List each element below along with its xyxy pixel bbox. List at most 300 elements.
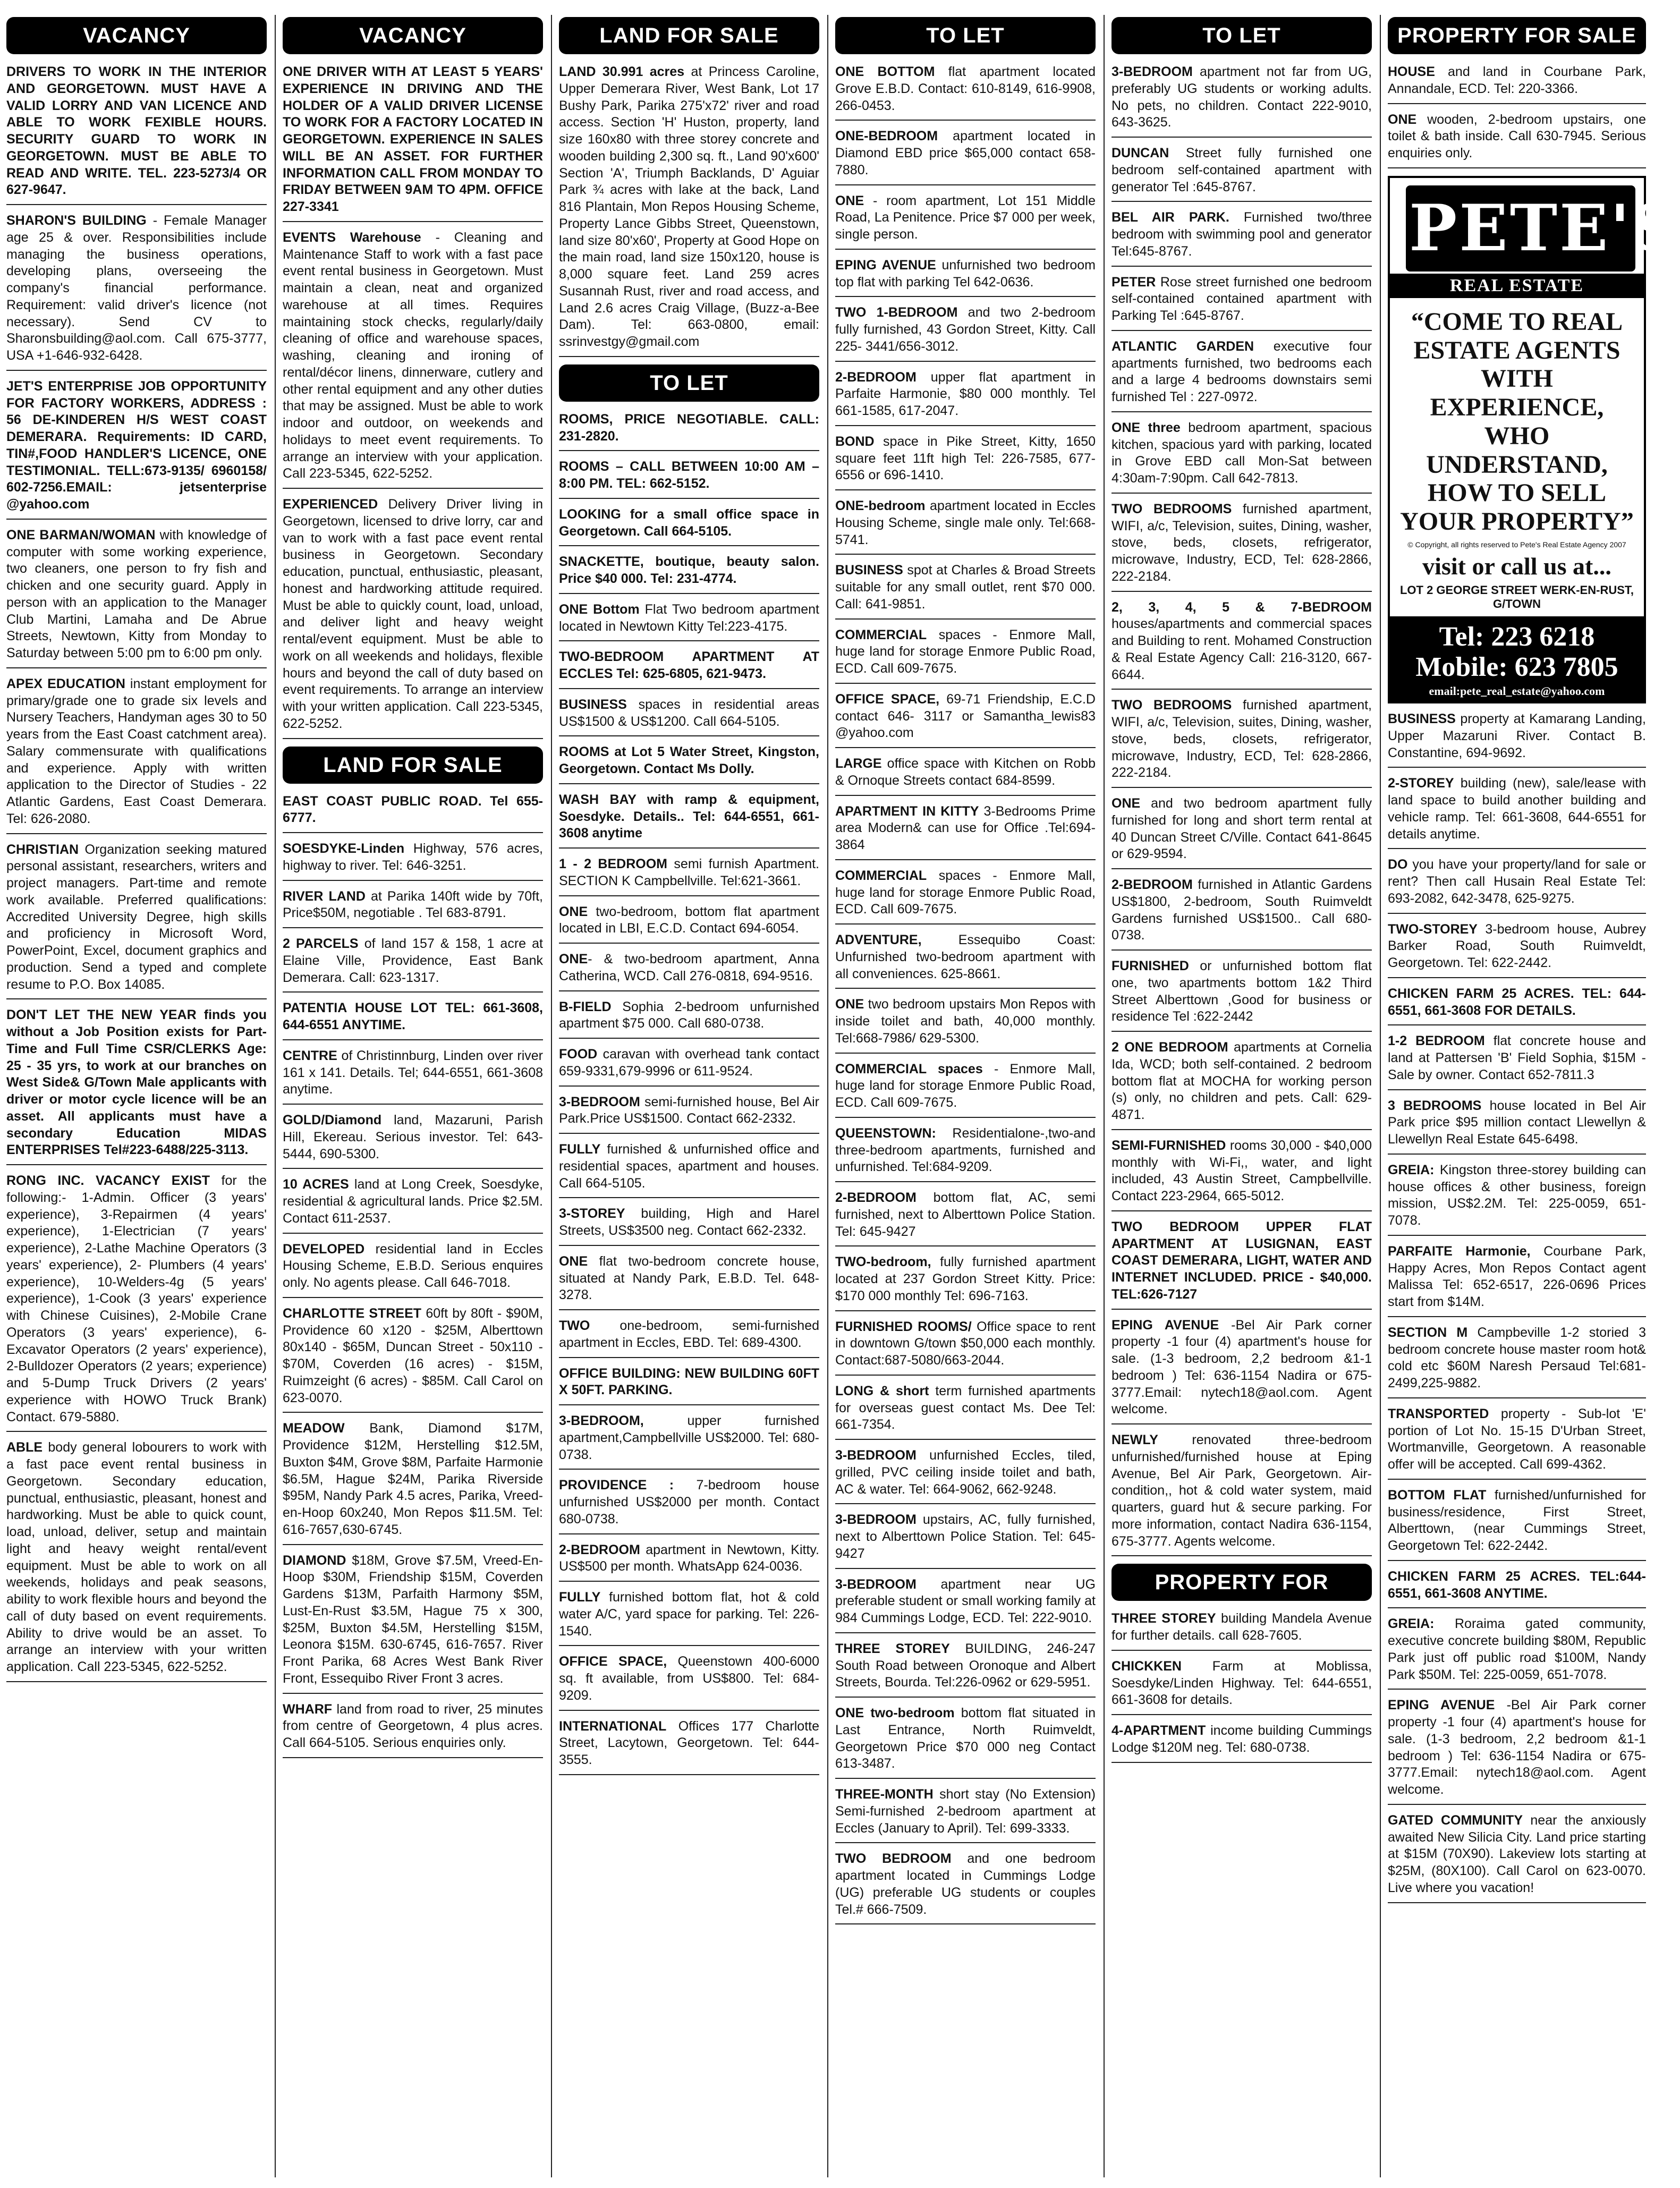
ad-body-text: Tel: 625-6805, 621-9473. [613, 666, 767, 681]
ad-lead-text: CHICKEN FARM 25 ACRES. [1388, 986, 1574, 1001]
ad-lead-text: EAST COAST PUBLIC ROAD. [283, 793, 482, 809]
classified-ad [1111, 1219, 1372, 1310]
ad-lead-text: ATLANTIC GARDEN [1111, 338, 1254, 354]
ad-lead-text: OFFICE SPACE, [835, 691, 940, 707]
classified-ad [1388, 1616, 1646, 1690]
ad-body-text: space in Pike Street, Kitty, 1650 square feet 11ft high Tel: 226-7585, 677-6556 or 696-1410. [835, 434, 1096, 483]
classified-ad [1388, 711, 1646, 768]
ad-lead-text: RIVER LAND [283, 888, 366, 904]
classified-ad [835, 498, 1096, 555]
classified-ad [559, 1253, 819, 1310]
ad-body-text: fully furnished apartment located at 237 Gordon Street Kitty. Price: $170 000 monthly Tel: 696-7163. [835, 1254, 1096, 1303]
ad-lead-text: ONE-BEDROOM [835, 129, 938, 144]
ad-lead-text: 3-BEDROOM [835, 1512, 917, 1528]
ad-body-text: DRIVERS TO WORK IN THE INTERIOR AND GEORGETOWN. MUST HAVE A VALID LORRY AND VAN LICENCE AND ABLE TO WORK FEXIBLE HOURS. SECURITY GUARD TO WORK IN GEORGETOWN. MUST BE ABLE TO READ AND WRITE. TEL. 223-5273/4 OR 627-9647. [6, 64, 267, 198]
classified-ad [835, 64, 1096, 121]
ad-body-text: flat apartment located Grove E.B.D. Contact: 610-8149, 616-9908, 266-0453. [835, 64, 1096, 113]
ad-lead-text: TWO BEDROOM [835, 1851, 952, 1867]
classified-ad [1388, 1568, 1646, 1609]
ad-body-text: apartments at Cornelia Ida, WCD; both self-contained. 2 bedroom bottom flat at MOCHA for working person (s) only, no children and pets. Call: 629-4871. [1111, 1040, 1372, 1122]
ad-body-text: JET'S ENTERPRISE JOB OPPORTUNITY FOR FACTORY WORKERS, ADDRESS : 56 DE-KINDEREN H/S WEST COAST DEMERARA. Requirements: ID CARD, TIN#,FOOD HANDLER'S LICENCE, ONE TESTIMONIAL. TELL:673-9135/ 6960158/ 602-7256.EMAIL: jetsenterprise @yahoo.com [6, 378, 267, 512]
classified-ad [1111, 145, 1372, 202]
ad-body-text: -Bel Air Park corner property -1 four (4) apartment's house for sale. (1-3 bedroom, 2,2 bedroom &1-1 bedroom ) Tel: 636-1154 Nadira or 675-3777.Email: nytech18@aol.com. Agent welcome. [1388, 1698, 1646, 1797]
classified-ad [283, 1048, 543, 1105]
classified-ad [835, 434, 1096, 490]
ad-lead-text: NEWLY [1111, 1432, 1158, 1447]
ad-body-text: wooden, 2-bedroom upstairs, one toilet & bath inside. Call 630-7945. Serious enquiries only. [1388, 112, 1646, 160]
ad-body-text: spaces - Enmore Mall, huge land for storage Enmore Public Road, ECD. Call 609-7675. [835, 868, 1096, 917]
classified-ad [1388, 986, 1646, 1026]
petes-quote: “COME TO REAL ESTATE AGENTS WITH EXPERIENCE, WHO UNDERSTAND, HOW TO SELL YOUR PROPERTY” [1400, 307, 1634, 536]
ad-body-text: apartment near UG preferable student or small working family at 984 Cummings Lodge, ECD. Tel: 222-9010. [835, 1576, 1096, 1625]
classified-ad [559, 1477, 819, 1534]
ad-lead-text: ONE [559, 952, 588, 966]
ad-body-text: Contact Ms Dolly. [640, 761, 754, 776]
ad-lead-text: EXPERIENCED [283, 497, 378, 512]
ad-lead-text: 10 ACRES [283, 1177, 349, 1192]
ad-lead-text: LARGE [835, 756, 882, 771]
ad-lead-text: LOOKING [559, 506, 621, 522]
ad-lead-text: BOND [835, 434, 875, 449]
ad-lead-text: EPING AVENUE [1388, 1698, 1495, 1713]
ad-lead-text: GOLD/Diamond [283, 1113, 382, 1127]
petes-subtitle: REAL ESTATE [1390, 274, 1644, 298]
section-header: PROPERTY FOR SALE [1388, 17, 1646, 54]
classified-ad [835, 1512, 1096, 1568]
ad-body-text: Bank, Diamond $17M, Providence $12M, Herstelling $12.5M, Buxton $4M, Grove $8M, Parfaite Harmonie $6.5M, Hague $24M, Parika Riverside $95M, Nandy Park 4.5 acres, Parika, Vreed-en-Hoop 60x240, Mon Repos $11.5M. Tel: 616-7657,630-6745. [283, 1421, 543, 1537]
classified-ad [1111, 501, 1372, 592]
petes-mobile: Mobile: 623 7805 [1415, 651, 1618, 682]
classified-ad [835, 1319, 1096, 1376]
ad-lead-text: THREE STOREY [1111, 1611, 1216, 1626]
classified-ad [559, 1318, 819, 1358]
classified-ad [6, 527, 267, 668]
ad-lead-text: 2 ONE BEDROOM [1111, 1040, 1228, 1055]
section-header: TO LET [1111, 17, 1372, 54]
classified-ad [835, 868, 1096, 925]
classified-ad [835, 932, 1096, 989]
ad-body-text: spaces in residential areas US$1500 & US$1200. Call 664-5105. [559, 697, 819, 729]
ad-body-text: Organization seeking matured personal assistant, researchers, writers and project managers. Part-time and remote work available. Preferred qualifications: Accredited University Degree, high skills and proficiency in Microsoft Word, PowerPoint, Excel, document graphics and production. Send a typed and complete resume to P.O. Box 14085. [6, 842, 267, 992]
ad-lead-text: TWO BEDROOMS [1111, 698, 1232, 713]
ad-lead-text: COMMERCIAL [835, 868, 927, 883]
ad-lead-text: APARTMENT IN KITTY [835, 803, 979, 819]
ad-body-text: for a small office space in Georgetown. Call 664-5105. [559, 506, 819, 539]
ad-lead-text: MEADOW [283, 1421, 345, 1436]
classified-ad [559, 1653, 819, 1710]
ad-body-text: of Christinnburg, Linden over river 161 x 141. Details. Tel; 644-6551, 661-3608 anytime. [283, 1048, 543, 1097]
ad-body-text: term furnished apartments for overseas guest contact Ms. Dee Tel: 661-7354. [835, 1383, 1096, 1432]
ad-lead-text: OFFICE SPACE, [559, 1654, 667, 1669]
ad-body-text: ONE DRIVER WITH AT LEAST 5 YEARS' EXPERIENCE IN DRIVING AND THE HOLDER OF A VALID DRIVER LICENSE TO WORK FOR A FACTORY LOCATED IN GEORGETOWN. EXPERIENCE IN SALES WILL BE AN ASSET. FOR FURTHER INFORMATION CALL FROM MONDAY TO FRIDAY BETWEEN 9AM TO 4PM. OFFICE 227-3341 [283, 64, 543, 214]
classified-ad [1111, 1658, 1372, 1715]
ad-body-text: Courbane Park, Happy Acres, Mon Repos Contact agent Malissa Tel: 652-6517, 226-0696 Prices start from $14M. [1388, 1243, 1647, 1310]
ad-lead-text: SOESDYKE-Linden [283, 841, 405, 856]
classified-ad [835, 803, 1096, 860]
ad-body-text: you have your property/land for sale or rent? Then call Husain Real Estate Tel: 693-2082, 642-3478, 625-9275. [1388, 857, 1646, 906]
ad-body-text: land from road to river, 25 minutes from centre of Georgetown, 4 plus acres. Call 664-5105. Serious enquiries only. [283, 1701, 543, 1750]
ad-body-text: upstairs, AC, fully furnished, next to Alberttown Police Station. Tel: 645-9427 [835, 1512, 1096, 1561]
ad-body-text: furnished apartment, WIFI, a/c, Television, suites, Dining, washer, stove, beds, closets, refrigerator, microwave, Industry, ECD, Tel: 628-2866, 222-2184. [1111, 501, 1372, 584]
classified-ad [559, 999, 819, 1039]
classified-ad [283, 888, 543, 929]
classified-ad [283, 64, 543, 222]
classified-ad [559, 1366, 819, 1406]
ad-body-text: building Mandela Avenue for further details. call 628-7605. [1111, 1611, 1372, 1643]
ad-lead-text: CHICKKEN [1111, 1658, 1182, 1674]
ad-body-text: bottom flat situated in Last Entrance, North Ruimveldt, Georgetown Price $70 000 neg Contact 613-3487. [835, 1706, 1096, 1771]
classified-ad [1388, 921, 1646, 978]
classified-ad [559, 411, 819, 452]
classified-ad [1388, 1406, 1646, 1480]
classified-ad [835, 1576, 1096, 1633]
ad-lead-text: COMMERCIAL [835, 627, 927, 642]
column-rule [1380, 15, 1381, 2177]
ad-body-text: , boutique, beauty salon. Price $40 000. Tel: 231-4774. [559, 554, 819, 586]
ad-lead-text: ONE three [1111, 420, 1181, 435]
ad-lead-text: CHARLOTTE STREET [283, 1305, 422, 1321]
classified-ad [1388, 856, 1646, 913]
ad-body-text: Sophia 2-bedroom unfurnished apartment $75 000. Call 680-0738. [559, 999, 819, 1031]
classified-ad [1111, 338, 1372, 412]
ad-lead-text: SNACKETTE [559, 554, 640, 570]
ad-lead-text: ADVENTURE, [835, 932, 922, 947]
ad-lead-text: FURNISHED ROOMS/ [835, 1319, 972, 1334]
classified-ad [283, 1553, 543, 1694]
classified-ad [1388, 1162, 1646, 1236]
ad-body-text: - Female Manager age 25 & over. Responsibilities include managing the business operations, developing plans, overseeing the company's financial performance. Requirement: valid driver's licence (not necessary). Send CV to Sharonsbuilding@aol.com. Call 675-3777, USA +1-646-932-6428. [6, 213, 267, 363]
ad-lead-text: THREE-MONTH [835, 1787, 934, 1802]
ad-body-text: Offices 177 Charlotte Street, Lacytown, Georgetown. Tel: 644-3555. [559, 1718, 819, 1767]
ad-lead-text: 3 BEDROOMS [1388, 1098, 1482, 1113]
classified-ad [1111, 1432, 1372, 1556]
classified-ad [283, 841, 543, 881]
ad-body-text: Essequibo Coast: Unfurnished two-bedroom apartment with all conveniences. 625-8661. [835, 932, 1096, 981]
ad-body-text: renovated three-bedroom unfurnished/furnished house at Eping Avenue, Bel Air Park, Georgetown. Air-condition,, hot & cold water system, maid quarters, guard hut & secure parking. For more information, contact Nadira 636-1154, 675-3777. Agents welcome. [1111, 1432, 1372, 1549]
classified-ad [1388, 1243, 1646, 1317]
ad-lead-text: CENTRE [283, 1048, 337, 1063]
classified-ad [559, 1542, 819, 1582]
ad-lead-text: WHARF [283, 1701, 333, 1717]
classified-ad [6, 676, 267, 834]
classified-ad [835, 756, 1096, 796]
ad-lead-text: RONG INC. VACANCY EXIST [6, 1173, 210, 1188]
classified-ad [559, 649, 819, 689]
ad-lead-text: 2-BEDROOM [1111, 877, 1193, 892]
classified-ad [283, 1701, 543, 1758]
ad-lead-text: SHARON'S BUILDING [6, 213, 147, 228]
ad-body-text: apartment located in Eccles Housing Scheme, single male only. Tel:668-5741. [835, 498, 1096, 547]
ad-body-text: at Princess Caroline, Upper Demerara River, West Bank, Lot 17 Bushy Park, Parika 275'x72' river and road access. Section 'H' Huston, property, land size 160x80 with three storey concrete and wooden building 2,300 sq. ft., Land 90'x600' Section 'A', Triumph Backlands, D' Aguiar Park ¾ acres with lake at the back, Land 816 Plantain, Mon Repos Housing Scheme, Property Lance Gibbs Street, Queenstown, land size 80'x60', Property at Good Hope on the main road, land size 150x120, house is 8,000 square feet. Land 259 acres Susannah Rust, river and road access, and Land 2.6 acres Craig Village, (Buzz-a-Bee Dam). Tel: 663-0800, email: ssrinvestgy@gmail.com [559, 64, 819, 349]
classified-ad [6, 1439, 267, 1682]
ad-body-text: TEL: 661-3608, 644-6551 ANYTIME. [283, 1000, 543, 1032]
classified-ad [559, 459, 819, 499]
classified-ad [283, 936, 543, 993]
ad-lead-text: CHICKEN FARM 25 ACRES. [1388, 1568, 1580, 1584]
classified-ad [1388, 1325, 1646, 1398]
petes-tel: Tel: 223 6218 [1439, 621, 1595, 652]
ad-lead-text: 2-BEDROOM [835, 1190, 917, 1205]
ad-lead-text: 2-BEDROOM [559, 1542, 640, 1557]
ad-body-text: - & two-bedroom apartment, Anna Catherina, WCD. Call 276-0818, 694-9516. [559, 952, 819, 983]
ad-body-text: furnished/unfurnished for business/residence, First Street, Alberttown, (near Cummings Street, Georgetown Tel: 622-2442. [1388, 1487, 1646, 1554]
ad-body-text: bottom flat, AC, semi furnished, next to Alberttown Police Station. Tel: 645-9427 [835, 1190, 1096, 1239]
petes-copyright: © Copyright, all rights reserved to Pete's Real Estate Agency 2007 [1407, 540, 1626, 549]
column-rule [827, 15, 828, 2177]
classified-ad [1388, 1697, 1646, 1805]
ad-lead-text: DEVELOPED [283, 1241, 365, 1257]
ad-lead-text: COMMERCIAL spaces [835, 1061, 983, 1076]
ad-body-text: Campbeville 1-2 storied 3 bedroom concrete house master room hot& cold etc $60M Naresh Persaud Tel:681-2499,225-9882. [1388, 1325, 1646, 1391]
ad-lead-text: ONE [835, 997, 864, 1012]
section-header: VACANCY [283, 17, 543, 54]
ad-body-text: instant employment for primary/grade one to grade six levels and Nursery Teachers, Handyman ages 30 to 50 years from the East Coast catchment area). Salary commensurate with qualifications and experience. Apply with written application to the Director of Studies - 22 Atlantic Gardens, East Coast Demerara. Tel: 626-2080. [6, 676, 267, 826]
ad-body-text: apartment located in Diamond EBD price $65,000 contact 658-7880. [835, 129, 1096, 177]
classified-ad [559, 744, 819, 784]
ad-lead-text: 4-APARTMENT [1111, 1723, 1206, 1738]
classified-ad [835, 562, 1096, 619]
ad-body-text: 3-bedroom house, Aubrey Barker Road, South Ruimveldt, Georgetown. Tel: 622-2442. [1388, 921, 1646, 971]
classified-ad [1111, 599, 1372, 690]
ad-lead-text: GATED COMMUNITY [1388, 1812, 1523, 1828]
ad-lead-text: TWO-bedroom, [835, 1254, 931, 1270]
section-header: TO LET [835, 17, 1096, 54]
classified-ad [6, 64, 267, 205]
ad-lead-text: ONE-bedroom [835, 498, 926, 513]
ad-lead-text: 3-BEDROOM [1111, 64, 1193, 79]
classified-ad [559, 856, 819, 896]
ad-body-text: -Bel Air Park corner property -1 four (4) apartment's house for sale. (1-3 bedroom, 2,2 bedroom &1-1 bedroom ) Tel: 636-1154 Nadira or 675-3777.Email: nytech18@aol.com. Agent welcome. [1111, 1317, 1372, 1417]
ad-body-text: unfurnished Eccles, tiled, grilled, PVC ceiling inside toilet and bath, AC & water. Tel: 664-9062, 662-9248. [835, 1448, 1096, 1497]
ad-lead-text: SECTION M [1388, 1325, 1468, 1340]
classified-ad [559, 697, 819, 737]
classified-ad [1388, 112, 1646, 168]
ad-body-text: flat concrete house and land at Pattersen 'B' Field Sophia, $15M - Sale by owner. Contact 652-7811.3 [1388, 1033, 1646, 1082]
ad-body-text: land, Mazaruni, Parish Hill, Ekereau. Serious investor. Tel: 643-5444, 690-5300. [283, 1113, 543, 1161]
ad-lead-text: 2-BEDROOM [835, 369, 917, 385]
classified-ad [835, 1383, 1096, 1440]
ad-lead-text: 3-STOREY [559, 1206, 625, 1222]
ad-body-text: upper furnished apartment,Campbellville US$2000. Tel: 680-0738. [559, 1413, 819, 1462]
ad-body-text: unfurnished two bedroom top flat with parking Tel 642-0636. [835, 257, 1096, 290]
ad-body-text: residential land in Eccles Housing Scheme, E.B.D. Serious enquires only. No agents please. Call 646-7018. [283, 1241, 543, 1290]
classified-ad [1388, 1812, 1646, 1903]
column-to-let-2 [1111, 15, 1372, 2172]
ad-lead-text: ROOMS – CALL BETWEEN 10:00 AM – 8:00 PM. [559, 459, 819, 491]
ad-lead-text: ROOMS, PRICE NEGOTIABLE. [559, 411, 768, 427]
ad-lead-text: 3-BEDROOM [835, 1576, 917, 1592]
ad-lead-text: DIAMOND [283, 1553, 346, 1568]
ad-body-text: and land in Courbane Park, Annandale, ECD. Tel: 220-3366. [1388, 64, 1646, 96]
ad-lead-text: FURNISHED [1111, 959, 1189, 973]
ad-body-text: 60ft by 80ft - $90M, Providence 60 x120 - $25M, Alberttown 80x140 - $65M, Duncan Street - 50x110 - $70M, Coverden (16 acres) - $15M, Ruimzeight (6 acres) - $85M. Call Carol on 623-0070. [283, 1305, 544, 1405]
ad-body-text: at Parika 140ft wide by 70ft, Price$50M, negotiable . Tel 683-8791. [283, 888, 543, 921]
classified-ad [1111, 1317, 1372, 1425]
ad-lead-text: ONE [559, 1253, 588, 1269]
ad-lead-text: FULLY [559, 1142, 601, 1157]
ad-body-text: furnished apartment, WIFI, a/c, Television, suites, Dining, washer, stove, beds, closets, refrigerator, microwave, Industry, ECD, Tel: 628-2866, 222-2184. [1111, 698, 1372, 781]
ad-lead-text: ONE BOTTOM [835, 64, 935, 79]
ad-lead-text: 2-STOREY [1388, 776, 1454, 791]
classified-ad [559, 1206, 819, 1246]
ad-lead-text: LAND 30.991 acres [559, 64, 685, 79]
ad-lead-text: BEL AIR PARK. [1111, 210, 1229, 225]
ad-lead-text: BUSINESS [559, 697, 627, 712]
ad-lead-text: LONG & short [835, 1383, 929, 1398]
ad-body-text: property - Sub-lot 'E' portion of Lot No. 15-15 D'Urban Street, Wortmanville, Georgetown. A reasonable offer will be accepted. Call 699-4362. [1388, 1406, 1646, 1472]
ad-lead-text: 2, 3, 4, 5 & 7-BEDROOM [1111, 599, 1372, 615]
classified-ad [835, 193, 1096, 250]
ad-lead-text: BUSINESS [1388, 711, 1456, 727]
classified-ad [1111, 795, 1372, 869]
classified-ad [835, 691, 1096, 748]
ad-lead-text: TWO 1-BEDROOM [835, 305, 958, 320]
ad-lead-text: TRANSPORTED [1388, 1406, 1489, 1421]
ad-lead-text: EPING AVENUE [1111, 1317, 1219, 1333]
ad-lead-text: 1-2 BEDROOM [1388, 1033, 1485, 1049]
ad-body-text: $18M, Grove $7.5M, Vreed-En-Hoop $30M, Friendship $15M, Coverden Gardens $13M, Parfaith Harmony $5M, Lust-En-Rust $3.5M, Hague 75 x 300, $25M, Buxton $4.5M, Herstelling $15M, Leonora $15M. 630-6745, 616-7657. River Front Parika, 68 Acres West Bank River Front, Essequibo River Front 3 acres. [283, 1553, 543, 1686]
column-to-let-1 [835, 15, 1096, 2172]
ad-lead-text: 2 PARCELS [283, 936, 359, 951]
classified-ad [559, 1094, 819, 1134]
ad-body-text: building, High and Harel Streets, US$3500 neg. Contact 662-2332. [559, 1206, 819, 1238]
ad-lead-text: OFFICE BUILDING: NEW BUILDING 60FT X 50FT. PARKING. [559, 1366, 819, 1398]
classified-ad [1111, 877, 1372, 951]
ad-lead-text: TWO-STOREY [1388, 921, 1478, 937]
classified-ad [1111, 1723, 1372, 1763]
classified-ad [1388, 1487, 1646, 1561]
ad-body-text: and two 2-bedroom fully furnished, 43 Gordon Street, Kitty. Call 225- 3441/656-3012. [835, 305, 1096, 354]
ad-lead-text: GREIA: [1388, 1162, 1435, 1177]
ad-body-text: Street fully furnished one bedroom self-contained apartment with generator Tel :645-8767. [1111, 146, 1372, 194]
ad-body-text: Details.. Tel: 644-6551, 661-3608 anytime [559, 809, 819, 841]
ad-body-text: bedroom apartment, spacious kitchen, spacious yard with parking, located in Grove EBD call Mon-Sat between 4:30am-7:90pm. Call 642-7813. [1111, 420, 1372, 486]
classified-ad [1388, 1033, 1646, 1090]
classified-ad [835, 128, 1096, 185]
classified-ad [6, 842, 267, 1000]
petes-contact [1390, 616, 1644, 701]
classified-ad [559, 951, 819, 991]
classified-ad [559, 1718, 819, 1775]
classified-ad [1111, 64, 1372, 138]
column-rule [275, 15, 276, 2177]
column-rule [1104, 15, 1105, 2177]
ad-body-text: furnished bottom flat, hot & cold water A/C, yard space for parking. Tel: 226-1540. [559, 1590, 819, 1639]
ad-body-text: two bedroom upstairs Mon Repos with inside toilet and bath, 40,000 monthly. Tel:668-7986/ 629-5300. [835, 997, 1096, 1046]
petes-logo: PETE'S [1406, 185, 1635, 272]
section-header: PROPERTY FOR [1111, 1564, 1372, 1601]
classified-ad [835, 257, 1096, 298]
ad-lead-text: TWO [559, 1318, 590, 1333]
ad-body-text: two-bedroom, bottom flat apartment located in LBI, E.C.D. Contact 694-6054. [559, 904, 819, 936]
ad-lead-text: ONE [1111, 796, 1141, 811]
classified-ad [1111, 1039, 1372, 1130]
ad-body-text: rooms 30,000 - $40,000 monthly with Wi-Fi,, water, and light included, 43 Austin Street, Campbellville. Contact 223-2964, 665-5012. [1111, 1138, 1372, 1203]
ad-lead-text: ONE [835, 193, 864, 208]
ad-body-text: furnished in Atlantic Gardens US$1800, 2-bedroom, South Ruimveldt Gardens furnished US$1500.. Call 680-0738. [1111, 877, 1372, 943]
classified-ad [835, 1786, 1096, 1843]
classified-ad [835, 1447, 1096, 1504]
classified-ad [835, 996, 1096, 1053]
ad-body-text: executive four apartments furnished, two bedrooms each and a large 4 bedrooms downstairs semi furnished Tel : 227-0972. [1111, 338, 1372, 404]
ad-body-text: semi furnish Apartment. SECTION K Campbellville. Tel:621-3661. [559, 856, 819, 888]
classified-ad [1388, 775, 1646, 849]
ad-lead-text: ROOMS at Lot 5 Water Street, Kingston, Georgetown. [559, 744, 819, 776]
section-header: VACANCY [6, 17, 267, 54]
ad-body-text: land at Long Creek, Soesdyke, residential & agricultural lands. Price $2.5M. Contact 611-2537. [283, 1177, 544, 1226]
classified-ad [835, 1061, 1096, 1118]
classified-ad [6, 1007, 267, 1165]
column-vacancy-1 [6, 15, 267, 2172]
classified-ad [835, 627, 1096, 684]
classified-ad [283, 1305, 543, 1413]
ad-lead-text: PETER [1111, 274, 1156, 290]
section-header: TO LET [559, 364, 819, 402]
section-header: LAND FOR SALE [559, 17, 819, 54]
ad-body-text: or unfurnished bottom flat one, two apartments bottom 1&2 Third Street Alberttown ,Good for business or residence Tel :622-2442 [1111, 959, 1372, 1024]
classified-ad [835, 1254, 1096, 1311]
ad-lead-text: DO [1388, 857, 1408, 872]
ad-body-text: and one bedroom apartment located in Cummings Lodge (UG) preferable UG students or couples Tel.# 666-7509. [835, 1851, 1096, 1917]
ad-lead-text: FOOD [559, 1047, 598, 1062]
ad-body-text: house located in Bel Air Park price $95 million contact Llewellyn & Llewellyn Real Estate 645-6498. [1388, 1098, 1646, 1147]
ad-lead-text: EVENTS Warehouse [283, 230, 421, 245]
ad-lead-text: PARFAITE Harmonie, [1388, 1243, 1531, 1259]
ad-body-text: apartment in Newtown, Kitty. US$500 per month. WhatsApp 624-0036. [559, 1542, 819, 1574]
ad-body-text: 7-bedroom house unfurnished US$2000 per month. Contact 680-0738. [559, 1478, 819, 1526]
ad-lead-text: TWO-BEDROOM APARTMENT AT ECCLES [559, 649, 819, 681]
ad-lead-text: SEMI-FURNISHED [1111, 1138, 1226, 1153]
ad-body-text: Furnished two/three bedroom with swimming pool and generator Tel:645-8767. [1111, 210, 1372, 259]
ad-lead-text: WASH BAY with ramp & equipment, Soesdyke. [559, 792, 819, 824]
ad-body-text: spaces - Enmore Mall, huge land for storage Enmore Public Road, ECD. Call 609-7675. [835, 627, 1096, 676]
ad-lead-text: GREIA: [1388, 1616, 1435, 1632]
classified-ad [1388, 64, 1646, 104]
ad-body-text: and two bedroom apartment fully furnished for long and short term rental at 40 Duncan Street C/Ville. Contact 641-8645 or 629-9594. [1111, 796, 1372, 862]
ad-body-text: BUILDING, 246-247 South Road between Oronoque and Albert Streets, Bourda. Tel:226-0962 or 629-5951. [835, 1641, 1096, 1690]
ad-body-text: upper flat apartment in Parfaite Harmonie, $80 000 monthly. Tel 661-1585, 617-2047. [835, 369, 1096, 418]
column-property-for-sale [1388, 15, 1680, 2172]
ad-body-text: of land 157 & 158, 1 acre at Elaine Ville, Providence, East Bank Demerara. Call: 623-1317. [283, 936, 544, 985]
classified-ad [283, 1176, 543, 1233]
classified-ad [559, 506, 819, 547]
ad-body-text: Farm at Moblissa, Soesdyke/Linden Highway. Tel: 644-6551, 661-3608 for details. [1111, 1658, 1372, 1708]
ad-lead-text: ONE Bottom [559, 601, 640, 617]
ad-lead-text: TWO BEDROOM UPPER FLAT APARTMENT AT LUSIGNAN, EAST COAST DEMERARA, LIGHT, WATER AND INTERNET INCLUDED. PRICE - $40,000. TEL:626-7127 [1111, 1219, 1372, 1302]
ad-body-text: TEL: 662-5152. [613, 476, 710, 491]
ad-body-text: Tel 655-6777. [283, 793, 543, 826]
petes-email: email:pete_real_estate@yahoo.com [1429, 684, 1605, 698]
classified-ad [283, 1112, 543, 1169]
ad-lead-text: PATENTIA HOUSE LOT [283, 1000, 437, 1016]
ad-lead-text: ONE [1388, 112, 1417, 127]
ad-body-text: for the following:- 1-Admin. Officer (3 years' experience), 3-Repairmen (4 years' experience), 1-Electrician (7 years' experience), 2-Lathe Machine Operators (3 years' experience), 2- Plumbers (4 years' experience), 10-Welders-4g (5 years' experience), 1-Cook (3 years' experience with Chinese Cuisines), 2-Mobile Crane Operators (3 years' experience), 6-Excavator Operators (2 years' experience), 2-Bulldozer Operators (2 years; experience) and 5-Dump Truck Drivers (2 years' experience with HOWO Truck Brank) Contact. 679-5880. [6, 1173, 267, 1424]
ad-body-text: caravan with overhead tank contact 659-9331,679-9996 or 611-9524. [559, 1047, 819, 1079]
ad-body-text: Highway, 576 acres, highway to river. Tel: 646-3251. [283, 841, 543, 873]
classified-ad [1111, 209, 1372, 266]
petes-visit: visit or call us at... [1422, 552, 1611, 580]
ad-body-text: Residentialone-,two-and three-bedroom apartments, furnished and unfurnished. Tel:684-9209. [835, 1125, 1096, 1175]
classified-ad [559, 601, 819, 642]
classified-ad [559, 1141, 819, 1198]
classified-ad [1111, 1610, 1372, 1651]
classified-ad [835, 1125, 1096, 1182]
ad-body-text: 3-Bedrooms Prime area Modern& can use for Office .Tel:694-3864 [835, 803, 1096, 852]
classified-ad [283, 1420, 543, 1545]
classified-ad [283, 1000, 543, 1040]
ad-lead-text: INTERNATIONAL [559, 1718, 667, 1734]
ad-body-text: with knowledge of computer with some working experience, two cleaners, one person to fry fish and chicken and one security guard. Apply in person with an application to the Manager Club Martini, Lamaha and De Abrue Streets, Newtown, Kitty from Monday to Saturday between 5:00 pm to 6:00 pm only. [6, 527, 267, 660]
